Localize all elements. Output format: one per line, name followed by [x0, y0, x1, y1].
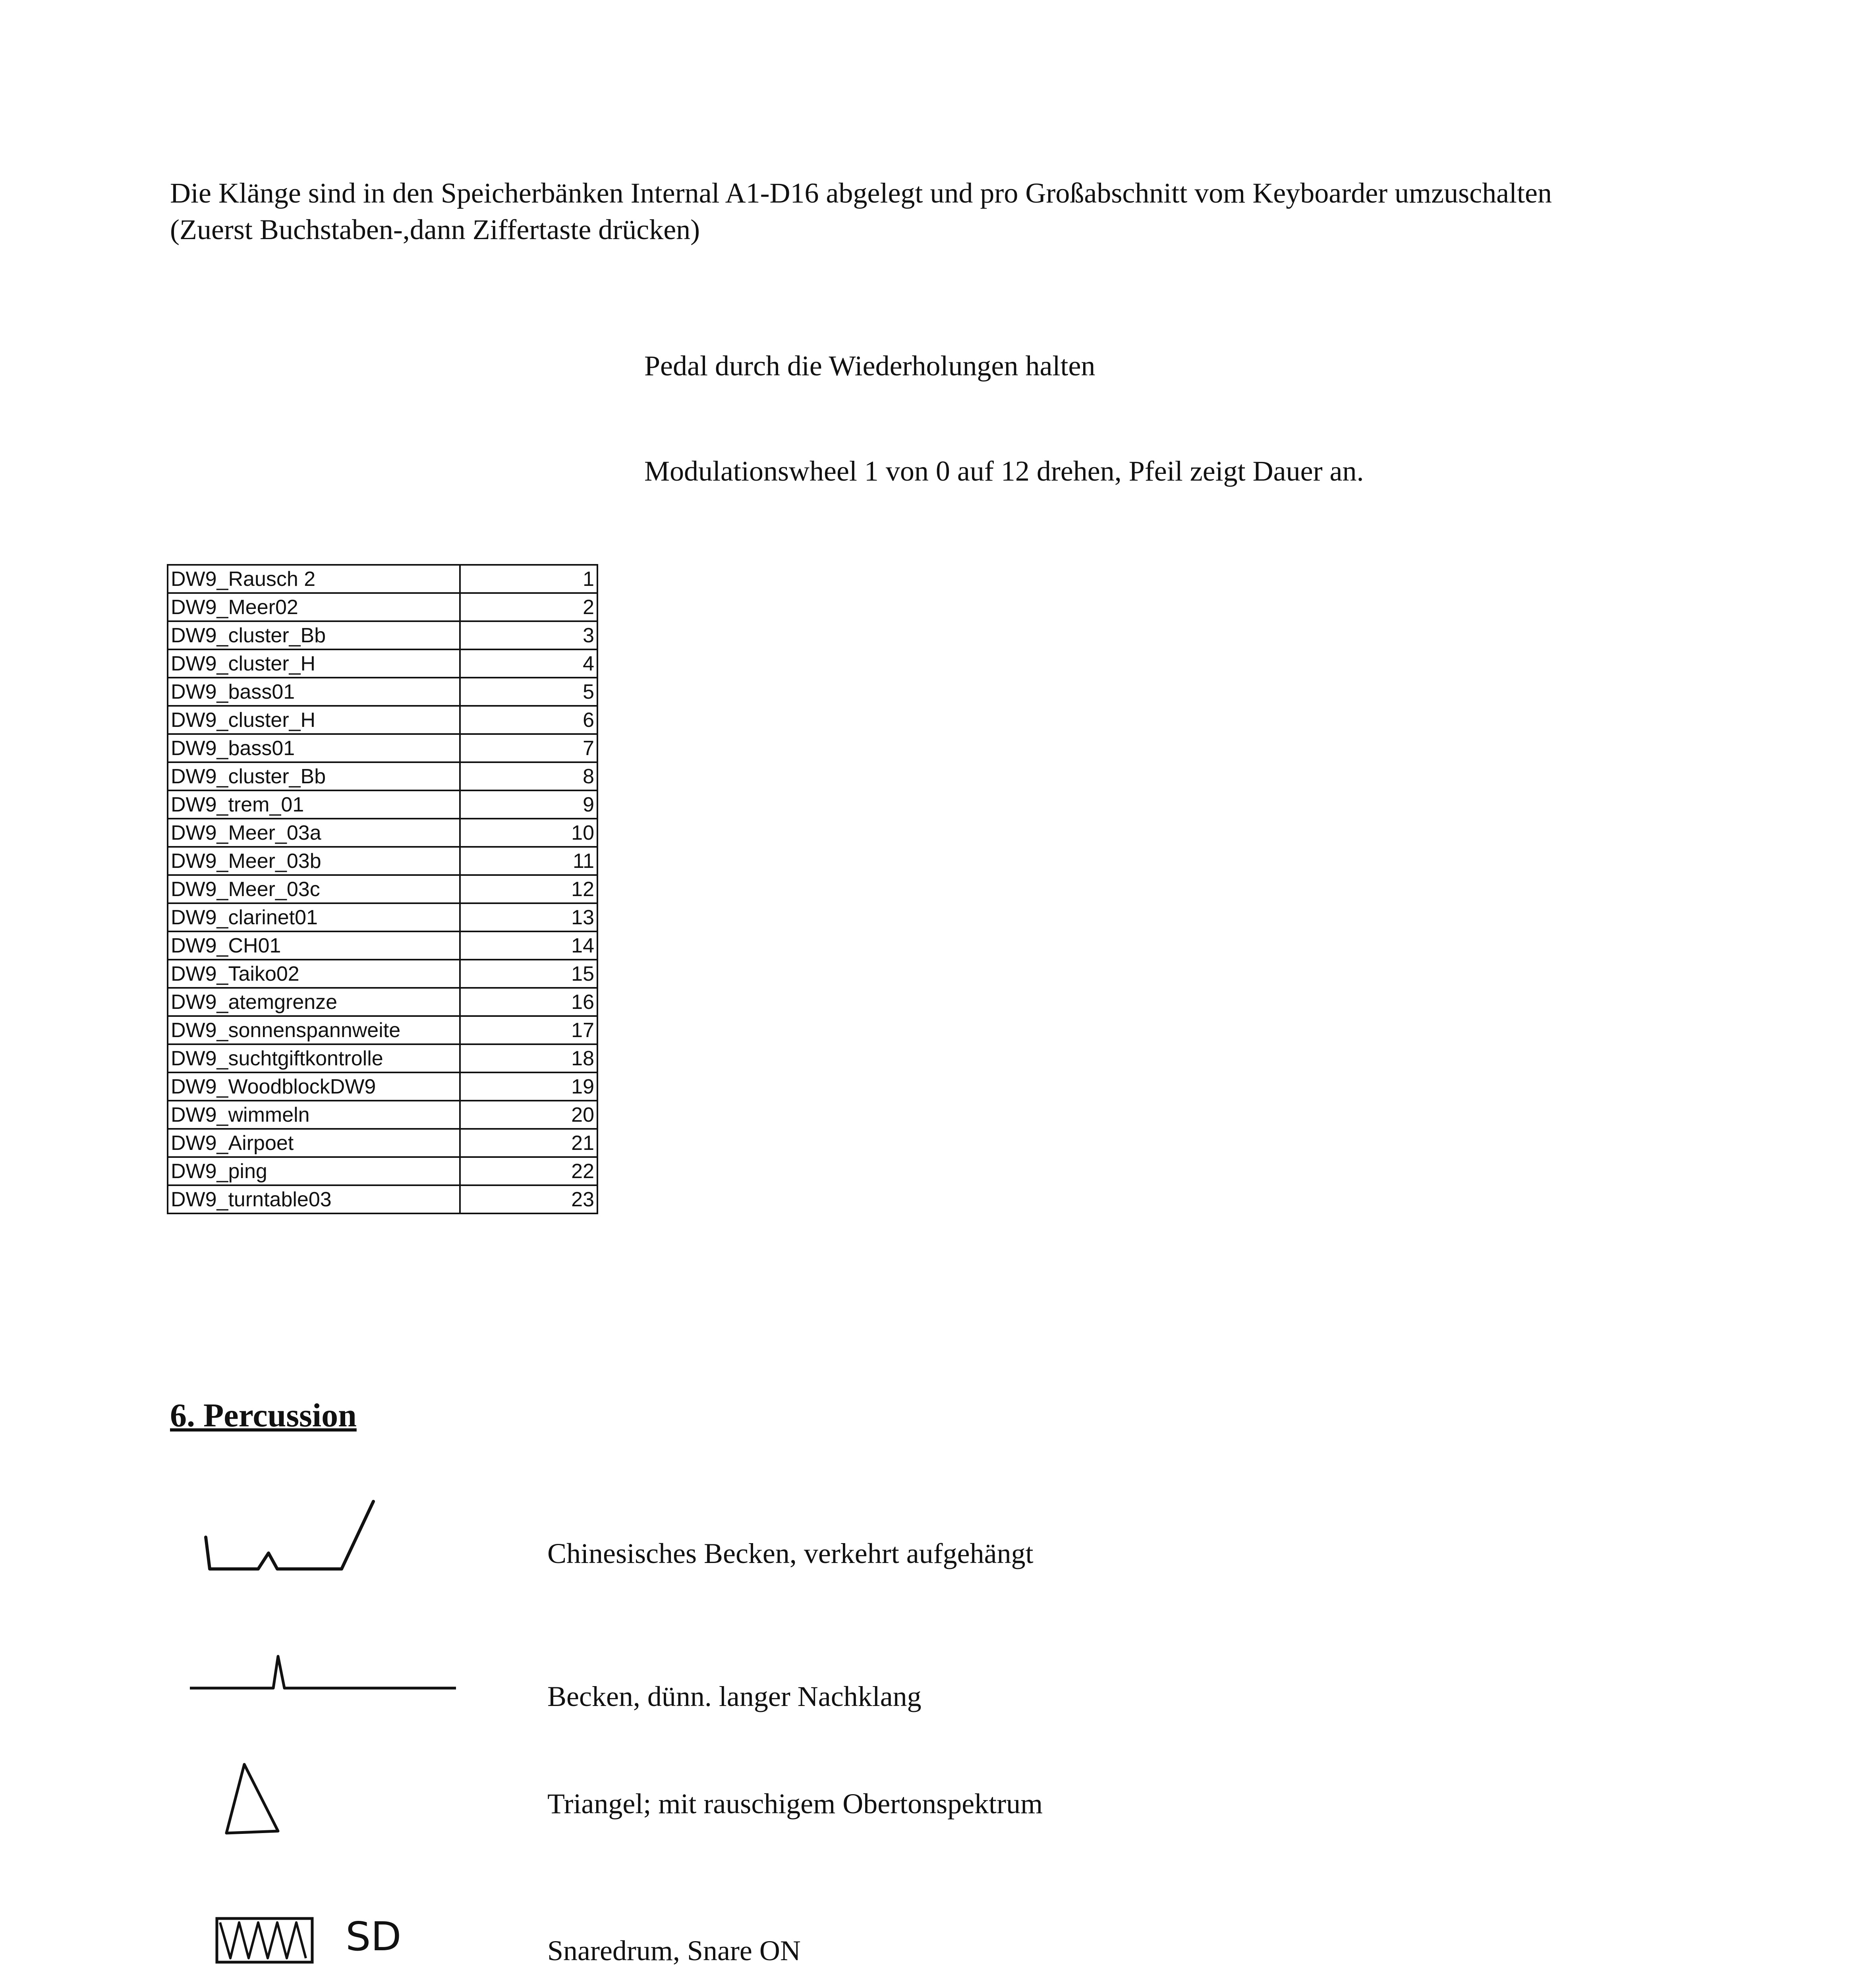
sound-name-cell: DW9_suchtgiftkontrolle — [168, 1044, 460, 1072]
intro-line-2: (Zuerst Buchstaben-,dann Ziffertaste drücken) — [170, 214, 700, 245]
table-row — [168, 565, 597, 593]
sound-number-cell: 9 — [460, 790, 597, 819]
sound-number-cell: 17 — [460, 1016, 597, 1044]
sound-name-cell: DW9_wimmeln — [168, 1101, 460, 1129]
sound-number-cell: 11 — [460, 847, 597, 875]
sound-name-cell: DW9_clarinet01 — [168, 903, 460, 931]
sound-table — [167, 564, 598, 1214]
sound-name-cell: DW9_WoodblockDW9 — [168, 1072, 460, 1101]
table-row — [168, 1016, 597, 1044]
sound-number-cell: 8 — [460, 762, 597, 790]
sound-number-cell: 7 — [460, 734, 597, 762]
table-row — [168, 621, 597, 649]
table-row — [168, 678, 597, 706]
sound-number-cell: 6 — [460, 706, 597, 734]
table-row — [168, 1129, 597, 1157]
table-row — [168, 903, 597, 931]
table-row — [168, 819, 597, 847]
sound-number-cell: 13 — [460, 903, 597, 931]
sound-number-cell: 10 — [460, 819, 597, 847]
cymbal-label: Becken, dünn. langer Nachklang — [547, 1681, 922, 1712]
sound-name-cell: DW9_Meer02 — [168, 593, 460, 621]
table-row — [168, 593, 597, 621]
sound-number-cell: 2 — [460, 593, 597, 621]
table-row — [168, 1185, 597, 1213]
sound-number-cell: 12 — [460, 875, 597, 903]
chinese-cymbal-icon — [199, 1497, 381, 1593]
sound-name-cell: DW9_cluster_Bb — [168, 762, 460, 790]
sound-number-cell: 5 — [460, 678, 597, 706]
modulation-note: Modulationswheel 1 von 0 auf 12 drehen, Pfeil zeigt Dauer an. — [644, 455, 1364, 487]
sound-name-cell: DW9_Taiko02 — [168, 960, 460, 988]
sound-number-cell: 23 — [460, 1185, 597, 1213]
triangle-label: Triangel; mit rauschigem Obertonspektrum — [547, 1788, 1043, 1820]
snare-on-icon — [214, 1911, 429, 1974]
section-title: 6. Percussion — [170, 1397, 357, 1434]
sound-name-cell: DW9_CH01 — [168, 931, 460, 960]
table-row — [168, 706, 597, 734]
table-row — [168, 1044, 597, 1072]
sound-number-cell: 21 — [460, 1129, 597, 1157]
snare-on-handwritten-label: SD — [346, 1913, 402, 1960]
sound-name-cell: DW9_Airpoet — [168, 1129, 460, 1157]
table-row — [168, 649, 597, 678]
table-row — [168, 1157, 597, 1185]
sound-number-cell: 4 — [460, 649, 597, 678]
sound-name-cell: DW9_trem_01 — [168, 790, 460, 819]
sound-number-cell: 3 — [460, 621, 597, 649]
sound-number-cell: 19 — [460, 1072, 597, 1101]
table-row — [168, 960, 597, 988]
table-row — [168, 875, 597, 903]
sound-number-cell: 14 — [460, 931, 597, 960]
table-row — [168, 988, 597, 1016]
sound-name-cell: DW9_cluster_H — [168, 706, 460, 734]
sound-name-cell: DW9_cluster_H — [168, 649, 460, 678]
table-row — [168, 734, 597, 762]
cymbal-icon — [190, 1648, 460, 1696]
table-row — [168, 1101, 597, 1129]
sound-number-cell: 16 — [460, 988, 597, 1016]
sound-number-cell: 18 — [460, 1044, 597, 1072]
pedal-note: Pedal durch die Wiederholungen halten — [644, 350, 1095, 382]
intro-line-1: Die Klänge sind in den Speicherbänken Internal A1-D16 abgelegt und pro Großabschnitt vom Keyboarder umzuschalten — [170, 177, 1552, 209]
sound-name-cell: DW9_Rausch 2 — [168, 565, 460, 593]
sound-name-cell: DW9_ping — [168, 1157, 460, 1185]
sound-name-cell: DW9_bass01 — [168, 678, 460, 706]
table-row — [168, 931, 597, 960]
table-row — [168, 847, 597, 875]
snare-on-label: Snaredrum, Snare ON — [547, 1935, 801, 1967]
intro-text — [170, 175, 1759, 248]
sound-name-cell: DW9_Meer_03c — [168, 875, 460, 903]
sound-name-cell: DW9_turntable03 — [168, 1185, 460, 1213]
sound-name-cell: DW9_Meer_03b — [168, 847, 460, 875]
sound-number-cell: 1 — [460, 565, 597, 593]
sound-number-cell: 15 — [460, 960, 597, 988]
sound-name-cell: DW9_Meer_03a — [168, 819, 460, 847]
sound-name-cell: DW9_bass01 — [168, 734, 460, 762]
table-row — [168, 762, 597, 790]
sound-number-cell: 20 — [460, 1101, 597, 1129]
sound-name-cell: DW9_sonnenspannweite — [168, 1016, 460, 1044]
triangle-icon — [222, 1760, 286, 1839]
table-row — [168, 1072, 597, 1101]
sound-table-body — [168, 565, 597, 1213]
sound-name-cell: DW9_atemgrenze — [168, 988, 460, 1016]
sound-number-cell: 22 — [460, 1157, 597, 1185]
table-row — [168, 790, 597, 819]
sound-name-cell: DW9_cluster_Bb — [168, 621, 460, 649]
chinese-cymbal-label: Chinesisches Becken, verkehrt aufgehängt — [547, 1538, 1034, 1569]
